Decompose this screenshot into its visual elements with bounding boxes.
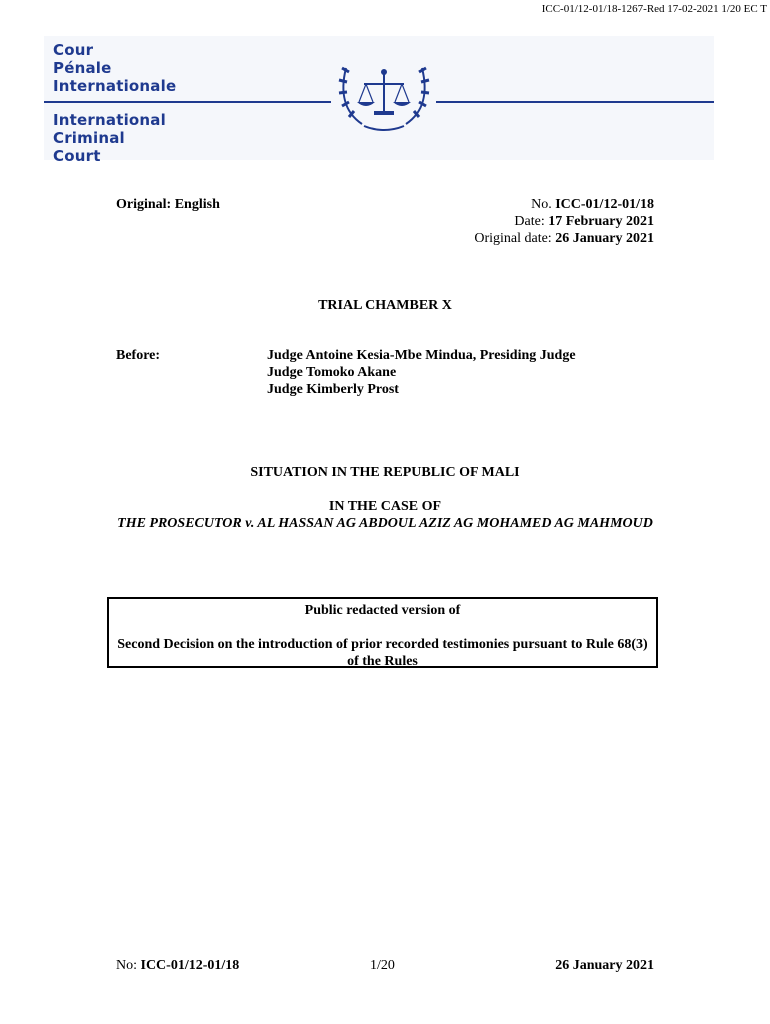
case-number: ICC-01/12-01/18	[555, 197, 654, 212]
icc-letterhead	[44, 36, 714, 165]
court-name-line: Pénale	[53, 59, 112, 77]
case-name: THE PROSECUTOR v. AL HASSAN AG ABDOUL AZIZ AG MOHAMED AG MAHMOUD	[117, 516, 653, 531]
original-date-label: Original date:	[474, 231, 552, 246]
judge-name: Judge Tomoko Akane	[267, 365, 397, 380]
scales-of-justice-laurel-icon	[334, 54, 434, 136]
judge-name: Judge Antoine Kesia-Mbe Mindua, Presiding Judge	[267, 348, 576, 363]
chamber-heading: TRIAL CHAMBER X	[318, 298, 452, 313]
document-meta	[474, 196, 654, 247]
case-of-heading: IN THE CASE OF	[328, 499, 442, 514]
date-value: 17 February 2021	[548, 214, 654, 229]
situation-heading: SITUATION IN THE REPUBLIC OF MALI	[250, 465, 520, 480]
footer-no-label: No:	[116, 958, 137, 973]
document-stamp: ICC-01/12-01/18-1267-Red 17-02-2021 1/20 EC T	[541, 3, 767, 15]
original-language: Original: English	[116, 197, 220, 212]
case-number-line	[474, 196, 654, 213]
original-date-line	[474, 230, 654, 247]
court-name-line: Criminal	[53, 129, 125, 147]
judges-list	[267, 347, 576, 398]
before-label: Before:	[116, 348, 161, 363]
title-line-2: Second Decision on the introduction of prior recorded testimonies pursuant to Rule 68(3) of the Rules	[117, 637, 648, 669]
letterhead-rule-left	[44, 101, 331, 103]
title-line-1: Public redacted version of	[304, 603, 461, 618]
footer-date: 26 January 2021	[555, 958, 654, 973]
original-date-value: 26 January 2021	[555, 231, 654, 246]
footer-case-number	[116, 957, 239, 974]
court-name-line: Cour	[53, 41, 94, 59]
court-name-french	[53, 41, 176, 95]
judge-name: Judge Kimberly Prost	[267, 382, 399, 397]
document-title-box	[107, 597, 658, 668]
date-line	[474, 213, 654, 230]
date-label: Date:	[514, 214, 545, 229]
court-name-line: Internationale	[53, 77, 177, 95]
letterhead-rule-right	[436, 101, 714, 103]
court-name-line: Court	[53, 147, 101, 165]
footer-page-number: 1/20	[370, 958, 395, 973]
footer-no-value: ICC-01/12-01/18	[140, 958, 240, 973]
court-name-line: International	[53, 111, 166, 129]
case-number-label: No.	[531, 197, 552, 212]
court-name-english	[53, 111, 166, 165]
